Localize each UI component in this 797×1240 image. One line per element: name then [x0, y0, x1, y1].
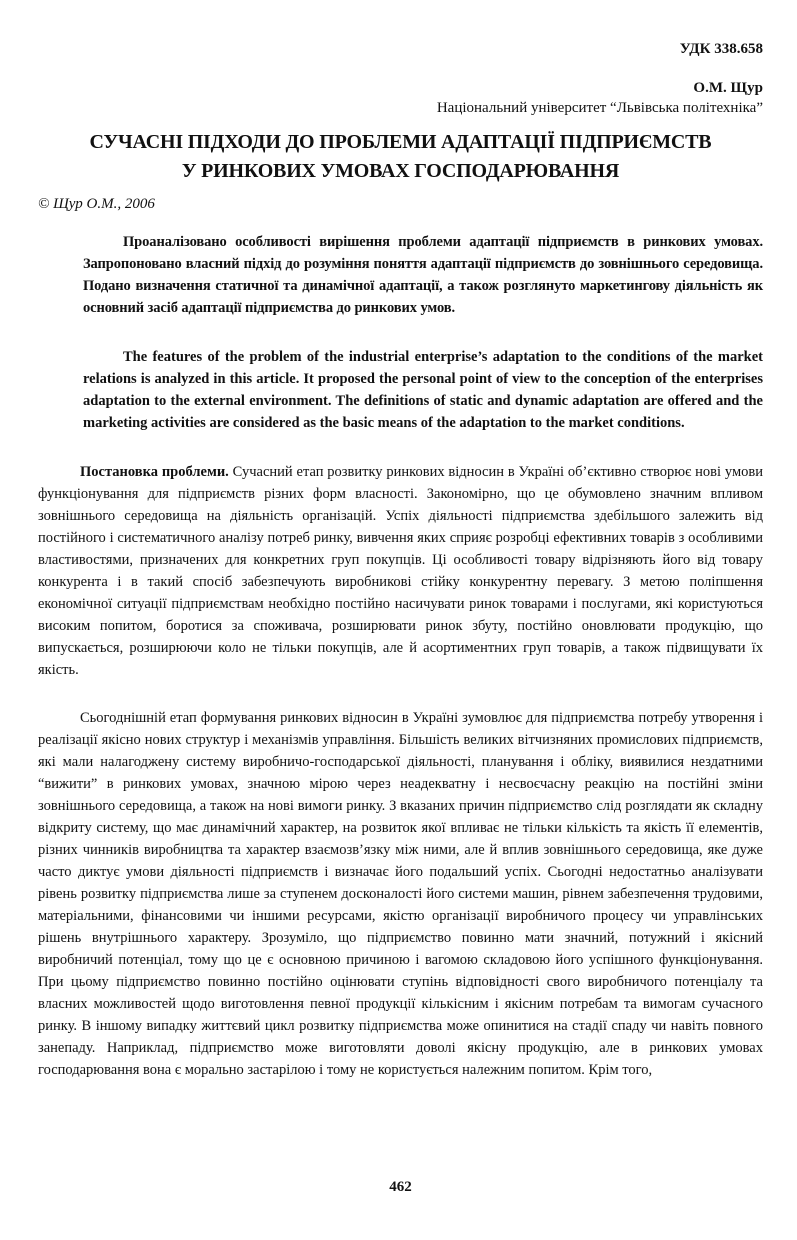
section-lead-heading: Постановка проблеми. [80, 464, 229, 480]
udc-code: УДК 338.658 [679, 41, 763, 57]
copyright-notice: © Щур О.М., 2006 [38, 196, 155, 212]
author-affiliation: Національний університет “Львівська політехніка” [436, 100, 763, 116]
body-paragraph-1 [38, 461, 763, 681]
title-line-1: СУЧАСНІ ПІДХОДИ ДО ПРОБЛЕМИ АДАПТАЦІЇ ПІДПРИЄМСТВ [89, 131, 712, 153]
abstract-ukrainian: Проаналізовано особливості вирішення проблеми адаптації підприємств в ринкових умовах. Запропоновано власний підхід до розуміння поняття адаптації підприємств до зовнішнього середовища. Подано визначення статичної та динамічної адаптації, а також розглянуто маркетингову діяльність як основний засіб адаптації підприємства до ринкових умов. [83, 234, 763, 316]
author-name: О.М. Щур [693, 80, 763, 96]
paragraph-1-text: Сучасний етап розвитку ринкових відносин в Україні об’єктивно створює нові умови функціонування для підприємств різних форм власності. Закономірно, що це обумовлено значним впливом зовнішнього середовища на діяльність організацій. Успіх діяльності підприємства здебільшого залежить від постійного і систематичного аналізу потреб ринку, вивчення яких сприяє розробці ефективних товарів з особливими властивостями, призначених для конкретних груп покупців. Ці особливості товару відрізняють його від товару конкурента і в такий спосіб забезпечують виробникові стійку конкурентну перевагу. З метою поліпшення економічної ситуації підприємствам необхідно постійно насичувати ринок товарами і послугами, які користуються високим попитом, боротися за споживача, розширювати ринок збуту, постійно оновлювати продукцію, що випускається, розширюючи коло не тільки покупців, але й асортиментних груп товарів, а також підвищувати їх якість. [38, 464, 763, 678]
page-number: 462 [389, 1179, 412, 1195]
body-paragraph-2: Сьогоднішній етап формування ринкових відносин в Україні зумовлює для підприємства потребу утворення і реалізації якісно нових структур і механізмів управління. Більшість великих вітчизняних промислових підприємств, які мали налагоджену систему виробничо-господарської діяльності, планування і обліку, виявилися нездатними “вижити” в ринкових умовах, значною мірою через неадекватну і несвоєчасну реакцію на постійні зміни зовнішнього середовища, а також на нові вимоги ринку. З вказаних причин підприємство слід розглядати як складну відкриту систему, що має динамічний характер, на розвиток якої впливає не тільки кількість та якість її елементів, різних чинників виробництва та характер взаємозв’язку між ними, але й вплив зовнішнього середовища, яке дуже часто диктує умови діяльності підприємств і визначає його подальший успіх. Сьогодні недостатньо аналізувати рівень розвитку підприємства лише за ступенем досконалості його системи машин, рівнем забезпечення трудовими, матеріальними, фінансовими чи іншими ресурсами, якістю організації виробничого процесу чи управлінських рішень внутрішнього характеру. Зрозуміло, що підприємство повинно мати значний, потужний і якісний виробничий потенціал, тому що це є основною причиною і вагомою складовою його успішного функціонування. При цьому підприємство повинно постійно оцінювати ступінь відповідності свого виробничого потенціалу та власних можливостей щодо виготовлення певної продукції кількісним і якісним потребам та вимогам сучасного ринку. В іншому випадку життєвий цикл розвитку підприємства може опинитися на стадії спаду чи навіть повного занепаду. Наприклад, підприємство може виготовляти доволі якісну продукцію, але в ринкових умовах господарювання вона є морально застарілою і тому не користується належним попитом. Крім того, [38, 710, 763, 1078]
title-line-2: У РИНКОВИХ УМОВАХ ГОСПОДАРЮВАННЯ [181, 160, 620, 182]
paper-page [38, 0, 763, 1240]
paper-title [38, 128, 763, 186]
abstract-english: The features of the problem of the industrial enterprise’s adaptation to the conditions of the market relations is analyzed in this article. It proposed the personal point of view to the conception of the enterprises adaptation to the external environment. The definitions of static and dynamic adaptation are offered and the marketing activities are considered as the basic means of the adaptation to the market conditions. [83, 349, 763, 431]
